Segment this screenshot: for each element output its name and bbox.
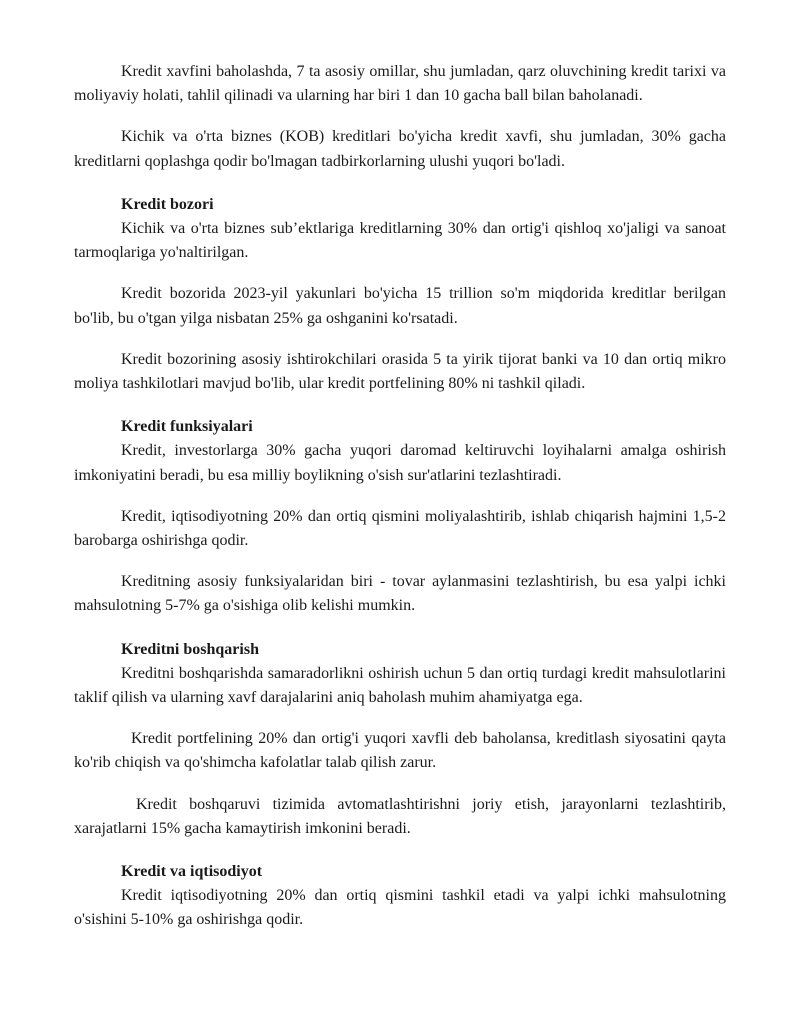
- section-kreditni-boshqarish: [74, 638, 726, 841]
- section-kredit-funksiyalari: [74, 415, 726, 618]
- section-paragraph: Kredit, investorlarga 30% gacha yuqori daromad keltiruvchi loyihalarni amalga oshirish imkoniyatini beradi, bu esa milliy boylikning o'sish sur'atlarini tezlashtiradi.: [74, 442, 726, 484]
- intro-paragraph-1: Kredit xavfini baholashda, 7 ta asosiy omillar, shu jumladan, qarz oluvchining kredit tarixi va moliyaviy holati, tahlil qilinadi va ularning har biri 1 dan 10 gacha ball bilan baholanadi.: [74, 63, 726, 105]
- section-heading: Kredit va iqtisodiyot: [121, 863, 263, 881]
- section-paragraph: Kichik va o'rta biznes sub’ektlariga kreditlarning 30% dan ortig'i qishloq xo'jaligi va sanoat tarmoqlariga yo'naltirilgan.: [74, 220, 726, 262]
- section-paragraph: Kredit portfelining 20% dan ortig'i yuqori xavfli deb baholansa, kreditlash siyosatini qayta ko'rib chiqish va qo'shimcha kafolatlar talab qilish zarur.: [74, 730, 726, 772]
- document-page: [74, 60, 726, 933]
- section-heading: Kreditni boshqarish: [121, 640, 259, 658]
- section-paragraph: Kredit iqtisodiyotning 20% dan ortiq qismini tashkil etadi va yalpi ichki mahsulotning o'sishini 5-10% ga oshirishga qodir.: [74, 887, 726, 929]
- section-paragraph: Kredit bozorining asosiy ishtirokchilari orasida 5 ta yirik tijorat banki va 10 dan ortiq mikro moliya tashkilotlari mavjud bo'lib, ular kredit portfelining 80% ni tashkil qiladi.: [74, 350, 726, 393]
- section-paragraph: Kreditni boshqarishda samaradorlikni oshirish uchun 5 dan ortiq turdagi kredit mahsulotlarini taklif qilish va ularning xavf darajalarini aniq baholash muhim ahamiyatga ega.: [74, 664, 726, 707]
- section-heading: Kredit funksiyalari: [121, 418, 253, 436]
- section-paragraph: Kredit boshqaruvi tizimida avtomatlashtirishni joriy etish, jarayonlarni tezlashtirib, xarajatlarni 15% gacha kamaytirish imkonini beradi.: [74, 795, 726, 837]
- section-heading: Kredit bozori: [121, 195, 214, 213]
- intro-paragraph-2: Kichik va o'rta biznes (KOB) kreditlari bo'yicha kredit xavfi, shu jumladan, 30% gacha kreditlarni qoplashga qodir bo'lmagan tadbirkorlarning ulushi yuqori bo'ladi.: [74, 128, 726, 170]
- section-paragraph: Kredit, iqtisodiyotning 20% dan ortiq qismini moliyalashtirib, ishlab chiqarish hajmini 1,5-2 barobarga oshirishga qodir.: [74, 507, 726, 550]
- section-kredit-bozori: [74, 193, 726, 396]
- section-kredit-va-iqtisodiyot: [74, 860, 726, 933]
- section-paragraph: Kreditning asosiy funksiyalaridan biri - tovar aylanmasini tezlashtirish, bu esa yalpi ichki mahsulotning 5-7% ga o'sishiga olib kelishi mumkin.: [74, 573, 726, 615]
- section-paragraph: Kredit bozorida 2023-yil yakunlari bo'yicha 15 trillion so'm miqdorida kreditlar berilgan bo'lib, bu o'tgan yilga nisbatan 25% ga oshganini ko'rsatadi.: [74, 285, 726, 327]
